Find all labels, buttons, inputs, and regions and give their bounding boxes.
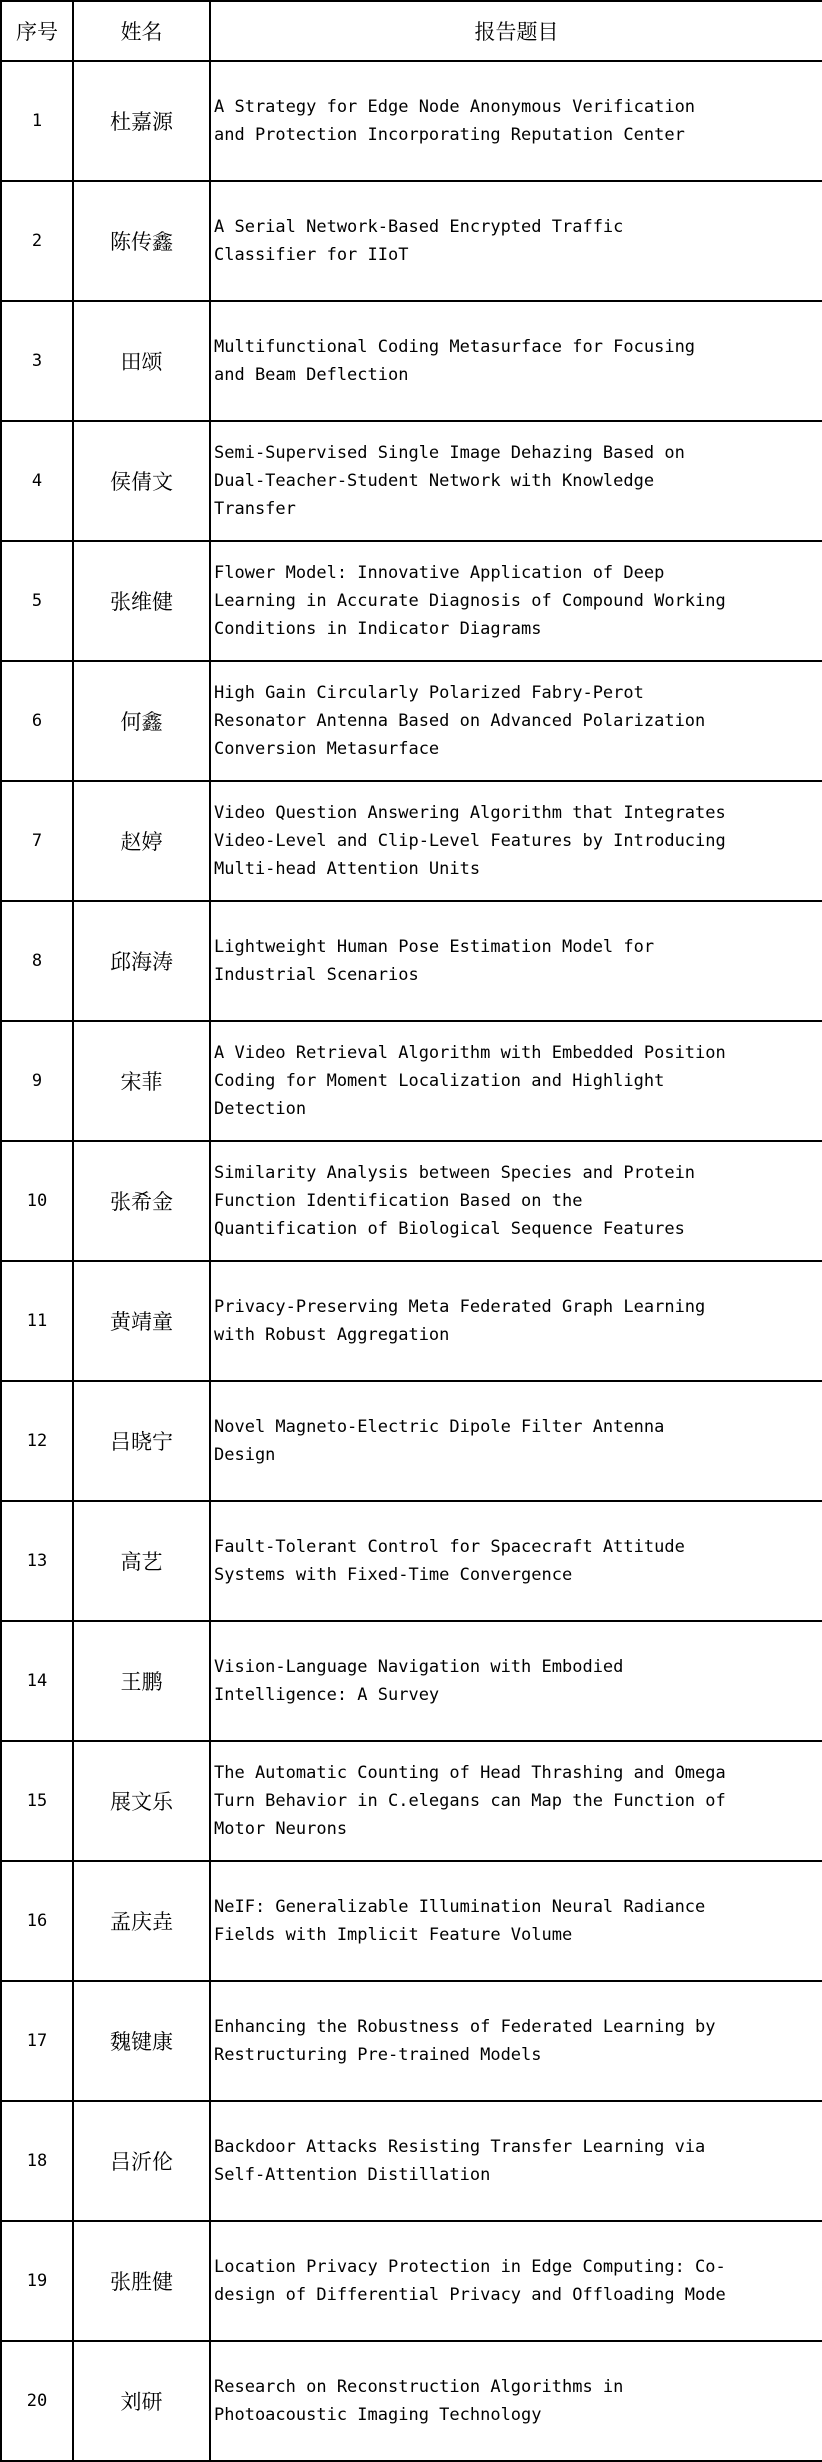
table-row xyxy=(1,541,822,661)
report-title-cell xyxy=(210,541,822,661)
report-title-text: A Strategy for Edge Node Anonymous Verification and Protection Incorporating Reputation Center xyxy=(214,97,696,145)
report-title-text: Video Question Answering Algorithm that Integrates Video-Level and Clip-Level Features by Introducing Multi-head Attention Units xyxy=(214,803,726,879)
report-title-cell xyxy=(210,901,822,1021)
student-name-cell: 张维健 xyxy=(73,541,210,661)
row-index-cell: 2 xyxy=(1,181,73,301)
report-title-cell xyxy=(210,661,822,781)
report-title-text: Multifunctional Coding Metasurface for Focusing and Beam Deflection xyxy=(214,337,696,385)
report-title-cell xyxy=(210,1501,822,1621)
table-row xyxy=(1,301,822,421)
row-index-cell: 11 xyxy=(1,1261,73,1381)
header-cell-index: 序号 xyxy=(1,1,73,61)
table-row xyxy=(1,1981,822,2101)
table-row xyxy=(1,1501,822,1621)
report-title-cell xyxy=(210,61,822,181)
report-title-text: Similarity Analysis between Species and Protein Function Identification Based on the Quantification of Biological Sequence Features xyxy=(214,1163,696,1239)
table-row xyxy=(1,781,822,901)
report-title-cell xyxy=(210,1261,822,1381)
row-index-cell: 1 xyxy=(1,61,73,181)
report-title-text: Flower Model: Innovative Application of Deep Learning in Accurate Diagnosis of Compound Working Conditions in Indicator Diagrams xyxy=(214,563,726,639)
row-index-cell: 7 xyxy=(1,781,73,901)
student-name-cell: 黄靖童 xyxy=(73,1261,210,1381)
student-name-cell: 杜嘉源 xyxy=(73,61,210,181)
row-index-cell: 16 xyxy=(1,1861,73,1981)
student-name-cell: 邱海涛 xyxy=(73,901,210,1021)
report-title-text: A Serial Network-Based Encrypted Traffic Classifier for IIoT xyxy=(214,217,624,265)
table-row xyxy=(1,661,822,781)
table-row xyxy=(1,1621,822,1741)
student-name-cell: 刘研 xyxy=(73,2341,210,2461)
report-title-text: High Gain Circularly Polarized Fabry-Perot Resonator Antenna Based on Advanced Polarization Conversion Metasurface xyxy=(214,683,706,759)
table-row xyxy=(1,1141,822,1261)
report-title-text: Vision-Language Navigation with Embodied Intelligence: A Survey xyxy=(214,1657,624,1705)
student-name-cell: 陈传鑫 xyxy=(73,181,210,301)
report-title-text: NeIF: Generalizable Illumination Neural Radiance Fields with Implicit Feature Volume xyxy=(214,1897,706,1945)
table-row xyxy=(1,181,822,301)
report-title-cell xyxy=(210,421,822,541)
student-name-cell: 田颂 xyxy=(73,301,210,421)
header-row xyxy=(1,1,822,61)
report-title-text: The Automatic Counting of Head Thrashing and Omega Turn Behavior in C.elegans can Map the Function of Motor Neurons xyxy=(214,1763,726,1839)
report-title-cell xyxy=(210,1741,822,1861)
report-title-text: A Video Retrieval Algorithm with Embedded Position Coding for Moment Localization and Highlight Detection xyxy=(214,1043,726,1119)
report-title-cell xyxy=(210,181,822,301)
row-index-cell: 20 xyxy=(1,2341,73,2461)
report-title-text: Backdoor Attacks Resisting Transfer Learning via Self-Attention Distillation xyxy=(214,2137,706,2185)
table-row xyxy=(1,2341,822,2461)
student-name-cell: 王鹏 xyxy=(73,1621,210,1741)
student-name-cell: 吕晓宁 xyxy=(73,1381,210,1501)
student-name-cell: 宋菲 xyxy=(73,1021,210,1141)
table-row xyxy=(1,901,822,1021)
student-name-cell: 孟庆垚 xyxy=(73,1861,210,1981)
report-title-text: Privacy-Preserving Meta Federated Graph Learning with Robust Aggregation xyxy=(214,1297,706,1345)
row-index-cell: 9 xyxy=(1,1021,73,1141)
row-index-cell: 13 xyxy=(1,1501,73,1621)
report-title-cell xyxy=(210,2221,822,2341)
row-index-cell: 6 xyxy=(1,661,73,781)
report-title-cell xyxy=(210,301,822,421)
student-name-cell: 何鑫 xyxy=(73,661,210,781)
row-index-cell: 14 xyxy=(1,1621,73,1741)
student-name-cell: 魏键康 xyxy=(73,1981,210,2101)
table-row xyxy=(1,1741,822,1861)
header-cell-name: 姓名 xyxy=(73,1,210,61)
row-index-cell: 10 xyxy=(1,1141,73,1261)
report-title-text: Semi-Supervised Single Image Dehazing Based on Dual-Teacher-Student Network with Knowledge Transfer xyxy=(214,443,685,519)
report-title-cell xyxy=(210,1981,822,2101)
table-row xyxy=(1,421,822,541)
row-index-cell: 12 xyxy=(1,1381,73,1501)
report-title-text: Novel Magneto-Electric Dipole Filter Antenna Design xyxy=(214,1417,665,1465)
table-row xyxy=(1,1261,822,1381)
student-name-cell: 张胜健 xyxy=(73,2221,210,2341)
report-title-text: Location Privacy Protection in Edge Computing: Co-design of Differential Privacy and Offloading Mode xyxy=(214,2257,726,2305)
student-name-cell: 吕沂伦 xyxy=(73,2101,210,2221)
row-index-cell: 17 xyxy=(1,1981,73,2101)
report-title-cell xyxy=(210,1141,822,1261)
table-row xyxy=(1,1381,822,1501)
table-row xyxy=(1,2221,822,2341)
report-title-cell xyxy=(210,1021,822,1141)
report-title-text: Research on Reconstruction Algorithms in Photoacoustic Imaging Technology xyxy=(214,2377,624,2425)
report-title-cell xyxy=(210,1621,822,1741)
row-index-cell: 5 xyxy=(1,541,73,661)
student-name-cell: 张希金 xyxy=(73,1141,210,1261)
student-name-cell: 展文乐 xyxy=(73,1741,210,1861)
row-index-cell: 18 xyxy=(1,2101,73,2221)
table-row xyxy=(1,61,822,181)
row-index-cell: 4 xyxy=(1,421,73,541)
report-title-text: Enhancing the Robustness of Federated Learning by Restructuring Pre-trained Models xyxy=(214,2017,716,2065)
report-title-text: Fault-Tolerant Control for Spacecraft Attitude Systems with Fixed-Time Convergence xyxy=(214,1537,685,1585)
report-title-cell xyxy=(210,1861,822,1981)
report-title-cell xyxy=(210,2341,822,2461)
table-row xyxy=(1,1861,822,1981)
report-title-text: Lightweight Human Pose Estimation Model for Industrial Scenarios xyxy=(214,937,655,985)
student-name-cell: 高艺 xyxy=(73,1501,210,1621)
row-index-cell: 19 xyxy=(1,2221,73,2341)
row-index-cell: 15 xyxy=(1,1741,73,1861)
report-title-cell xyxy=(210,781,822,901)
report-title-cell xyxy=(210,1381,822,1501)
row-index-cell: 3 xyxy=(1,301,73,421)
table-row xyxy=(1,2101,822,2221)
student-name-cell: 赵婷 xyxy=(73,781,210,901)
row-index-cell: 8 xyxy=(1,901,73,1021)
header-cell-title: 报告题目 xyxy=(210,1,822,61)
student-name-cell: 侯倩文 xyxy=(73,421,210,541)
table-row xyxy=(1,1021,822,1141)
report-title-cell xyxy=(210,2101,822,2221)
